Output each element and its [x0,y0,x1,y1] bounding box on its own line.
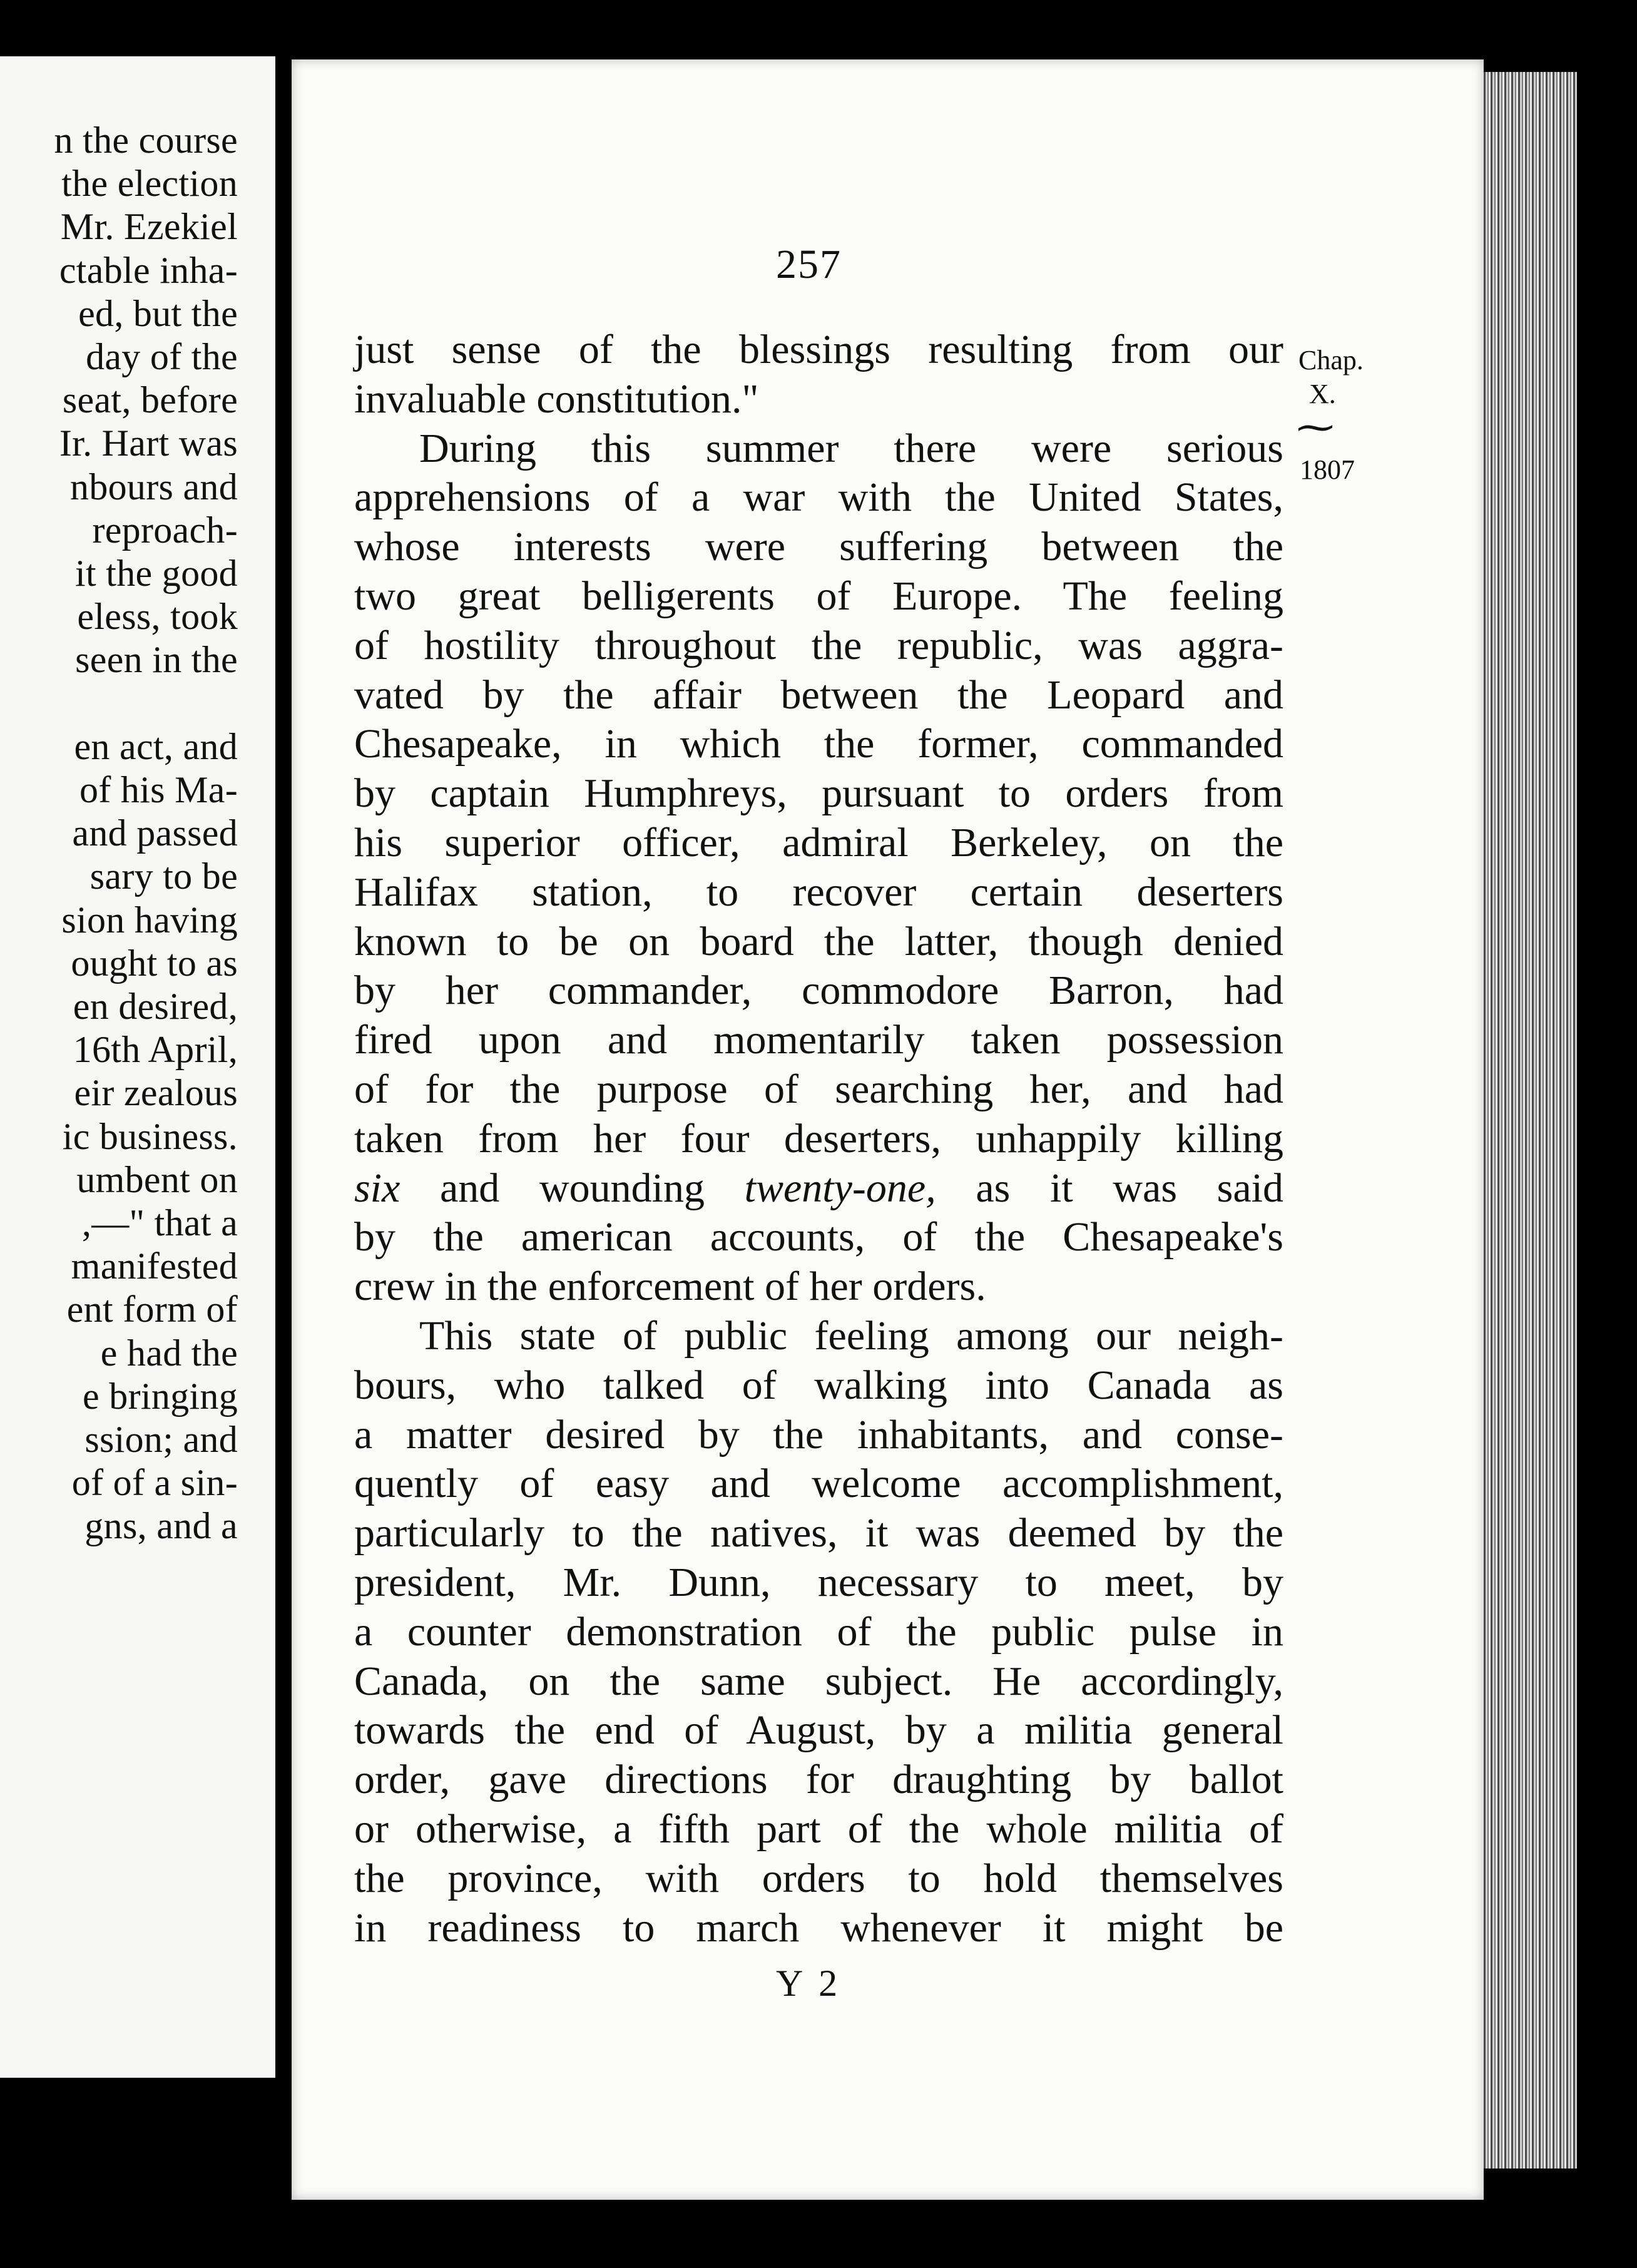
text-line: bours, who talked of walking into Canada as [354,1362,1283,1408]
left-page-line: ed, but the [78,292,238,334]
text-line: quently of easy and welcome accomplishment, [354,1461,1283,1507]
left-page-line: eir zealous [74,1072,238,1114]
page-number: 257 [776,242,842,287]
text-line: invaluable constitution." [354,375,759,422]
text-line: apprehensions of a war with the United States, [354,474,1283,521]
left-page-line: eless, took [77,596,238,638]
italic-text: six [354,1165,400,1211]
left-page-line: seat, before [62,379,238,421]
left-page-line: nbours and [70,466,238,508]
margin-brace: ⁓ [1297,407,1334,448]
text-line: a matter desired by the inhabitants, and conse- [354,1411,1283,1458]
italic-text: twenty-one, [744,1165,936,1211]
left-page-line: en desired, [73,986,238,1027]
margin-chapter-label: Chap. [1298,345,1364,375]
text-line: crew in the enforcement of her orders. [354,1264,986,1310]
text-line: Canada, on the same subject. He accordingly, [354,1658,1283,1704]
left-page-line: reproach- [92,509,238,551]
left-page-line: en act, and [74,725,238,767]
signature-mark: Y 2 [776,1963,842,2004]
left-page-line: and passed [72,812,238,854]
text-line: just sense of the blessings resulting from our [354,327,1283,372]
left-page-line: day of the [86,336,238,377]
text-line: by captain Humphreys, pursuant to orders from [354,770,1283,817]
margin-year: 1807 [1300,454,1355,485]
text-line: Halifax station, to recover certain deserters [354,869,1283,915]
left-page-line: ent form of [66,1289,238,1331]
left-page-line: it the good [75,553,238,594]
left-page-line: e had the [100,1332,238,1374]
text-span: as it was said [936,1165,1283,1211]
text-span: and wounding [400,1165,745,1211]
page-edges [1477,72,1577,2168]
text-line: the province, with orders to hold themselves [354,1855,1283,1901]
text-line: or otherwise, a fifth part of the whole militia of [354,1806,1283,1852]
left-page-line: 16th April, [73,1029,238,1071]
text-line: towards the end of August, by a militia general [354,1707,1283,1754]
text-line: known to be on board the latter, though denied [354,918,1283,964]
left-page-line: umbent on [76,1158,238,1200]
left-page-line: ssion; and [84,1419,238,1460]
left-page-line: e bringing [83,1375,238,1417]
left-page-line: ,—" that a [81,1202,238,1244]
text-line: During this summer there were serious [419,425,1283,471]
text-line: particularly to the natives, it was deemed by the [354,1510,1283,1556]
left-page-line: of of a sin- [71,1462,238,1504]
left-page-line: sary to be [89,856,238,897]
left-page-line: n the course [54,120,238,161]
text-line: Chesapeake, in which the former, commanded [354,721,1283,767]
text-line: of hostility throughout the republic, was aggra- [354,622,1283,668]
left-page-line: Ir. Hart was [59,422,238,464]
left-page-line: of his Ma- [79,769,238,810]
left-page-line: manifested [71,1245,238,1287]
text-line: This state of public feeling among our neigh- [419,1312,1283,1359]
text-line: order, gave directions for draughting by ballot [354,1757,1283,1803]
text-line: a counter demonstration of the public pulse in [354,1608,1283,1655]
left-page-line: ctable inha- [59,249,238,291]
left-page-line: seen in the [75,639,238,681]
text-line: by her commander, commodore Barron, had [354,968,1283,1014]
text-line [354,1164,1283,1213]
left-page-line: sion having [61,899,238,941]
text-line: his superior officer, admiral Berkeley, on the [354,819,1283,866]
margin-chapter-number: X. [1309,379,1336,409]
text-line: whose interests were suffering between the [354,524,1283,570]
text-line: by the american accounts, of the Chesapeake's [354,1214,1283,1260]
text-line: taken from her four deserters, unhappily killing [354,1115,1283,1162]
text-line: in readiness to march whenever it might be [354,1904,1283,1951]
left-page-line: Mr. Ezekiel [60,206,238,248]
left-page-line: gns, and a [84,1505,238,1547]
left-page [0,56,275,2078]
text-line: fired upon and momentarily taken possession [354,1017,1283,1063]
text-line: two great belligerents of Europe. The feeling [354,573,1283,619]
text-line: vated by the affair between the Leopard and [354,672,1283,718]
text-line: president, Mr. Dunn, necessary to meet, by [354,1559,1283,1605]
body-text [354,325,1283,1953]
left-page-line: ought to as [71,942,238,984]
text-line: of for the purpose of searching her, and had [354,1066,1283,1112]
left-page-line: ic business. [62,1115,238,1157]
left-page-line: the election [61,163,238,205]
